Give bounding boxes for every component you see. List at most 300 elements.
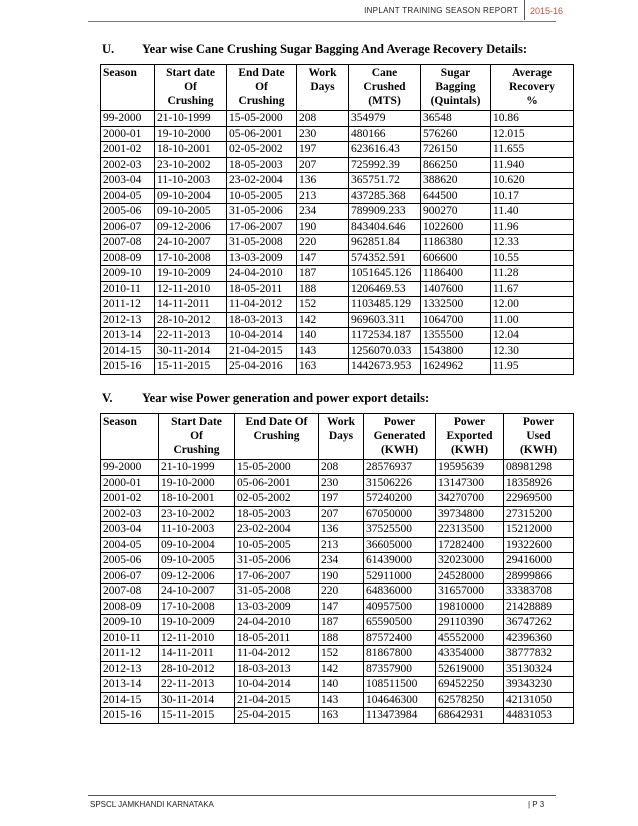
- table-cell: 11-10-2003: [155, 173, 227, 189]
- table-cell: 152: [297, 297, 349, 313]
- table-cell: 230: [297, 126, 349, 142]
- table-cell: 39343230: [504, 677, 574, 693]
- table-row: [101, 646, 574, 662]
- table-cell: 2015-16: [101, 708, 159, 724]
- table-cell: 188: [297, 281, 349, 297]
- column-header-line: Power: [383, 416, 416, 428]
- table-cell: 2013-14: [101, 328, 155, 344]
- table-row: [101, 475, 574, 491]
- table-cell: 31-05-2008: [227, 235, 297, 251]
- table-cell: 24-10-2007: [155, 235, 227, 251]
- column-header: [235, 414, 319, 460]
- table-cell: 10-04-2014: [227, 328, 297, 344]
- table-cell: 13147300: [436, 475, 504, 491]
- column-header: [364, 414, 436, 460]
- section-v-heading: [102, 391, 429, 406]
- table-cell: 197: [319, 491, 364, 507]
- table-row: [101, 460, 574, 476]
- table-cell: 1206469.53: [349, 281, 421, 297]
- table-cell: 606600: [421, 250, 491, 266]
- table-cell: 29416000: [504, 553, 574, 569]
- section-v-letter: V.: [102, 391, 113, 405]
- table-cell: 14-11-2011: [159, 646, 235, 662]
- table-cell: 05-06-2001: [235, 475, 319, 491]
- column-header-line: (Quintals): [430, 95, 481, 107]
- table-cell: 163: [319, 708, 364, 724]
- table-cell: 24-04-2010: [227, 266, 297, 282]
- header-year: 2015-16: [530, 6, 564, 16]
- table-cell: 1256070.033: [349, 343, 421, 359]
- table-cell: 10.620: [491, 173, 574, 189]
- table-cell: 34270700: [436, 491, 504, 507]
- table-cell: 23-02-2004: [227, 173, 297, 189]
- table-cell: 12.015: [491, 126, 574, 142]
- table-row: [101, 126, 574, 142]
- table-cell: 1442673.953: [349, 359, 421, 375]
- table-row: [101, 359, 574, 375]
- power-generation-table: [100, 413, 574, 724]
- table-cell: 190: [319, 568, 364, 584]
- column-header: [504, 414, 574, 460]
- table-cell: 36747262: [504, 615, 574, 631]
- table-cell: 45552000: [436, 630, 504, 646]
- table-row: [101, 630, 574, 646]
- column-header-line: Season: [103, 416, 137, 428]
- table-cell: 14-11-2011: [155, 297, 227, 313]
- table-cell: 2012-13: [101, 312, 155, 328]
- table-cell: 30-11-2014: [159, 692, 235, 708]
- column-header: [349, 65, 421, 111]
- table-cell: 234: [319, 553, 364, 569]
- table-cell: 22969500: [504, 491, 574, 507]
- table-cell: 40957500: [364, 599, 436, 615]
- table-cell: 18-03-2013: [227, 312, 297, 328]
- table-cell: 104646300: [364, 692, 436, 708]
- table-row: [101, 328, 574, 344]
- table-cell: 962851.84: [349, 235, 421, 251]
- table-cell: 1186400: [421, 266, 491, 282]
- table-cell: 21-04-2015: [235, 692, 319, 708]
- table-header-row: [101, 65, 574, 111]
- table-cell: 28-10-2012: [155, 312, 227, 328]
- table-cell: 67050000: [364, 506, 436, 522]
- column-header: [101, 414, 159, 460]
- table-cell: 23-10-2002: [155, 157, 227, 173]
- table-cell: 136: [319, 522, 364, 538]
- table-cell: 13-03-2009: [227, 250, 297, 266]
- table-cell: 152: [319, 646, 364, 662]
- table-cell: 2000-01: [101, 475, 159, 491]
- table-cell: 969603.311: [349, 312, 421, 328]
- table-cell: 32023000: [436, 553, 504, 569]
- table-cell: 25-04-2016: [227, 359, 297, 375]
- table-cell: 147: [297, 250, 349, 266]
- table-cell: 21-04-2015: [227, 343, 297, 359]
- table-cell: 10.86: [491, 111, 574, 127]
- table-cell: 140: [297, 328, 349, 344]
- table-cell: 12-11-2010: [159, 630, 235, 646]
- table-cell: 143: [319, 692, 364, 708]
- table-cell: 64836000: [364, 584, 436, 600]
- table-cell: 19-10-2000: [155, 126, 227, 142]
- table-cell: 81867800: [364, 646, 436, 662]
- table-cell: 11.00: [491, 312, 574, 328]
- table-row: [101, 219, 574, 235]
- table-cell: 99-2000: [101, 460, 159, 476]
- header-divider: [524, 0, 525, 20]
- table-cell: 2004-05: [101, 188, 155, 204]
- column-header-line: Crushing: [238, 95, 285, 107]
- table-row: [101, 343, 574, 359]
- table-cell: 09-10-2004: [155, 188, 227, 204]
- table-row: [101, 157, 574, 173]
- table-cell: 11-04-2012: [235, 646, 319, 662]
- table-row: [101, 506, 574, 522]
- table-cell: 18-05-2003: [227, 157, 297, 173]
- table-cell: 31-05-2008: [235, 584, 319, 600]
- table-cell: 142: [297, 312, 349, 328]
- table-cell: 197: [297, 142, 349, 158]
- column-header-line: Crushing: [253, 430, 300, 442]
- table-cell: 207: [297, 157, 349, 173]
- table-cell: 230: [319, 475, 364, 491]
- table-cell: 19-10-2009: [159, 615, 235, 631]
- section-v-title: Year wise Power generation and power export details:: [142, 391, 430, 405]
- table-cell: 08981298: [504, 460, 574, 476]
- table-body: [101, 460, 574, 724]
- table-row: [101, 250, 574, 266]
- table-cell: 11.28: [491, 266, 574, 282]
- column-header-line: (MTS): [368, 95, 401, 107]
- table-cell: 17-06-2007: [227, 219, 297, 235]
- column-header-line: Crushing: [173, 444, 220, 456]
- column-header-line: (KWH): [380, 444, 419, 456]
- column-header-line: Start Date: [171, 416, 222, 428]
- column-header: [436, 414, 504, 460]
- column-header: [159, 414, 235, 460]
- table-row: [101, 281, 574, 297]
- table-cell: 11-10-2003: [159, 522, 235, 538]
- table-cell: 37525500: [364, 522, 436, 538]
- column-header-line: Start date: [166, 67, 215, 79]
- column-header-line: %: [526, 95, 538, 107]
- table-row: [101, 692, 574, 708]
- header-rule: [88, 21, 556, 22]
- table-cell: 2005-06: [101, 204, 155, 220]
- table-row: [101, 235, 574, 251]
- column-header-line: Recovery: [509, 81, 555, 93]
- table-cell: 21-10-1999: [159, 460, 235, 476]
- table-cell: 1051645.126: [349, 266, 421, 282]
- table-cell: 11.95: [491, 359, 574, 375]
- table-cell: 574352.591: [349, 250, 421, 266]
- table-cell: 2007-08: [101, 584, 159, 600]
- table-cell: 44831053: [504, 708, 574, 724]
- table-row: [101, 297, 574, 313]
- table-cell: 2014-15: [101, 692, 159, 708]
- table-cell: 09-10-2005: [159, 553, 235, 569]
- table-cell: 12.30: [491, 343, 574, 359]
- table-cell: 365751.72: [349, 173, 421, 189]
- table-cell: 28576937: [364, 460, 436, 476]
- column-header-line: End Date: [238, 67, 285, 79]
- column-header: [155, 65, 227, 111]
- column-header-line: Of: [190, 430, 203, 442]
- cane-crushing-table: [100, 64, 574, 375]
- section-u-title: Year wise Cane Crushing Sugar Bagging And Average Recovery Details:: [142, 42, 528, 56]
- table-cell: 388620: [421, 173, 491, 189]
- table-cell: 33383708: [504, 584, 574, 600]
- table-cell: 11.96: [491, 219, 574, 235]
- table-cell: 21-10-1999: [155, 111, 227, 127]
- table-cell: 52911000: [364, 568, 436, 584]
- table-cell: 23-02-2004: [235, 522, 319, 538]
- table-cell: 11-04-2012: [227, 297, 297, 313]
- table-cell: 644500: [421, 188, 491, 204]
- table-cell: 140: [319, 677, 364, 693]
- table-cell: 2000-01: [101, 126, 155, 142]
- table-cell: 213: [319, 537, 364, 553]
- table-row: [101, 537, 574, 553]
- table-row: [101, 188, 574, 204]
- table-cell: 17-10-2008: [155, 250, 227, 266]
- table-cell: 2002-03: [101, 157, 155, 173]
- table-cell: 1103485.129: [349, 297, 421, 313]
- column-header-line: Days: [328, 430, 354, 442]
- section-u-heading: [102, 42, 527, 57]
- table-cell: 2013-14: [101, 677, 159, 693]
- column-header: [101, 65, 155, 111]
- table-cell: 142: [319, 661, 364, 677]
- table-cell: 99-2000: [101, 111, 155, 127]
- table-cell: 623616.43: [349, 142, 421, 158]
- table-cell: 18-10-2001: [159, 491, 235, 507]
- table-cell: 12.33: [491, 235, 574, 251]
- column-header-line: Of: [184, 81, 197, 93]
- table-cell: 2015-16: [101, 359, 155, 375]
- table-cell: 2002-03: [101, 506, 159, 522]
- table-cell: 576260: [421, 126, 491, 142]
- table-cell: 2001-02: [101, 142, 155, 158]
- table-cell: 208: [297, 111, 349, 127]
- table-cell: 136: [297, 173, 349, 189]
- table-cell: 12.00: [491, 297, 574, 313]
- table-row: [101, 142, 574, 158]
- table-row: [101, 708, 574, 724]
- table-cell: 43354000: [436, 646, 504, 662]
- table-cell: 11.67: [491, 281, 574, 297]
- table-cell: 1064700: [421, 312, 491, 328]
- footer-rule: [88, 795, 556, 796]
- column-header-line: Sugar: [440, 67, 471, 79]
- table-row: [101, 491, 574, 507]
- table-cell: 31-05-2006: [235, 553, 319, 569]
- table-cell: 36605000: [364, 537, 436, 553]
- table-cell: 187: [319, 615, 364, 631]
- table-cell: 15-11-2015: [155, 359, 227, 375]
- table-cell: 21428889: [504, 599, 574, 615]
- table-cell: 1022600: [421, 219, 491, 235]
- table-cell: 87572400: [364, 630, 436, 646]
- table-cell: 38777832: [504, 646, 574, 662]
- table-cell: 29110390: [436, 615, 504, 631]
- table-cell: 39734800: [436, 506, 504, 522]
- table-row: [101, 568, 574, 584]
- table-cell: 2014-15: [101, 343, 155, 359]
- table-cell: 163: [297, 359, 349, 375]
- column-header-line: Power: [522, 416, 555, 428]
- table-cell: 213: [297, 188, 349, 204]
- table-cell: 30-11-2014: [155, 343, 227, 359]
- table-cell: 143: [297, 343, 349, 359]
- table-row: [101, 677, 574, 693]
- table-cell: 10-05-2005: [227, 188, 297, 204]
- column-header-line: Days: [310, 81, 335, 93]
- table-cell: 19-10-2000: [159, 475, 235, 491]
- table-cell: 2010-11: [101, 281, 155, 297]
- table-body: [101, 111, 574, 375]
- table-cell: 2010-11: [101, 630, 159, 646]
- table-cell: 2005-06: [101, 553, 159, 569]
- table-cell: 31-05-2006: [227, 204, 297, 220]
- table-row: [101, 615, 574, 631]
- column-header: [421, 65, 491, 111]
- table-row: [101, 522, 574, 538]
- table-cell: 02-05-2002: [227, 142, 297, 158]
- table-cell: 18358926: [504, 475, 574, 491]
- table-cell: 42396360: [504, 630, 574, 646]
- table-cell: 1624962: [421, 359, 491, 375]
- page-header: [0, 0, 638, 22]
- table-cell: 480166: [349, 126, 421, 142]
- table-cell: 2006-07: [101, 568, 159, 584]
- table-cell: 17-06-2007: [235, 568, 319, 584]
- table-cell: 900270: [421, 204, 491, 220]
- table-cell: 2003-04: [101, 522, 159, 538]
- table-cell: 2009-10: [101, 615, 159, 631]
- table-cell: 208: [319, 460, 364, 476]
- table-cell: 19810000: [436, 599, 504, 615]
- footer-company: SPSCL JAMKHANDI KARNATAKA: [90, 800, 214, 809]
- table-cell: 19595639: [436, 460, 504, 476]
- table-cell: 18-10-2001: [155, 142, 227, 158]
- table-row: [101, 584, 574, 600]
- table-row: [101, 599, 574, 615]
- table-cell: 19322600: [504, 537, 574, 553]
- table-cell: 15-11-2015: [159, 708, 235, 724]
- table-cell: 725992.39: [349, 157, 421, 173]
- column-header-line: Work: [308, 67, 337, 79]
- table-cell: 25-04-2015: [235, 708, 319, 724]
- table-cell: 2011-12: [101, 297, 155, 313]
- table-cell: 2008-09: [101, 250, 155, 266]
- table-cell: 2003-04: [101, 173, 155, 189]
- table-cell: 27315200: [504, 506, 574, 522]
- table-cell: 18-05-2011: [235, 630, 319, 646]
- table-cell: 24-10-2007: [159, 584, 235, 600]
- table-row: [101, 266, 574, 282]
- column-header-line: Crushing: [167, 95, 214, 107]
- table-cell: 866250: [421, 157, 491, 173]
- table-cell: 52619000: [436, 661, 504, 677]
- table-cell: 1355500: [421, 328, 491, 344]
- table-cell: 2009-10: [101, 266, 155, 282]
- table-cell: 10.55: [491, 250, 574, 266]
- table-cell: 108511500: [364, 677, 436, 693]
- table-cell: 843404.646: [349, 219, 421, 235]
- column-header-line: (KWH): [519, 444, 558, 456]
- table-cell: 2006-07: [101, 219, 155, 235]
- table-cell: 10-05-2005: [235, 537, 319, 553]
- table-cell: 1172534.187: [349, 328, 421, 344]
- table-cell: 19-10-2009: [155, 266, 227, 282]
- table-cell: 354979: [349, 111, 421, 127]
- table-row: [101, 111, 574, 127]
- table-cell: 22313500: [436, 522, 504, 538]
- table-cell: 190: [297, 219, 349, 235]
- table-cell: 62578250: [436, 692, 504, 708]
- table-cell: 28-10-2012: [159, 661, 235, 677]
- table-cell: 22-11-2013: [159, 677, 235, 693]
- column-header: [319, 414, 364, 460]
- table-cell: 789909.233: [349, 204, 421, 220]
- column-header-line: Average: [511, 67, 552, 79]
- table-cell: 10.17: [491, 188, 574, 204]
- table-cell: 2012-13: [101, 661, 159, 677]
- table-cell: 2008-09: [101, 599, 159, 615]
- table-cell: 15-05-2000: [227, 111, 297, 127]
- column-header-line: Crushed: [363, 81, 406, 93]
- table-row: [101, 204, 574, 220]
- table-cell: 61439000: [364, 553, 436, 569]
- column-header: [491, 65, 574, 111]
- table-cell: 437285.368: [349, 188, 421, 204]
- table-cell: 113473984: [364, 708, 436, 724]
- table-header-row: [101, 414, 574, 460]
- table-cell: 31657000: [436, 584, 504, 600]
- table-cell: 17282400: [436, 537, 504, 553]
- table-cell: 11.940: [491, 157, 574, 173]
- column-header-line: Work: [326, 416, 356, 428]
- table-cell: 187: [297, 266, 349, 282]
- column-header-line: Exported: [446, 430, 493, 442]
- table-cell: 726150: [421, 142, 491, 158]
- table-cell: 220: [319, 584, 364, 600]
- table-cell: 31506226: [364, 475, 436, 491]
- column-header: [297, 65, 349, 111]
- table-cell: 09-12-2006: [155, 219, 227, 235]
- table-cell: 02-05-2002: [235, 491, 319, 507]
- column-header-line: (KWH): [450, 444, 489, 456]
- table-cell: 207: [319, 506, 364, 522]
- table-cell: 22-11-2013: [155, 328, 227, 344]
- table-cell: 42131050: [504, 692, 574, 708]
- table-cell: 09-10-2004: [159, 537, 235, 553]
- table-cell: 188: [319, 630, 364, 646]
- table-cell: 11.40: [491, 204, 574, 220]
- column-header-line: Power: [453, 416, 486, 428]
- table-cell: 13-03-2009: [235, 599, 319, 615]
- table-cell: 28999866: [504, 568, 574, 584]
- table-cell: 68642931: [436, 708, 504, 724]
- column-header-line: Generated: [373, 430, 426, 442]
- column-header-line: Bagging: [435, 81, 476, 93]
- table-cell: 24528000: [436, 568, 504, 584]
- column-header: [227, 65, 297, 111]
- table-cell: 1186380: [421, 235, 491, 251]
- table-cell: 1543800: [421, 343, 491, 359]
- table-row: [101, 173, 574, 189]
